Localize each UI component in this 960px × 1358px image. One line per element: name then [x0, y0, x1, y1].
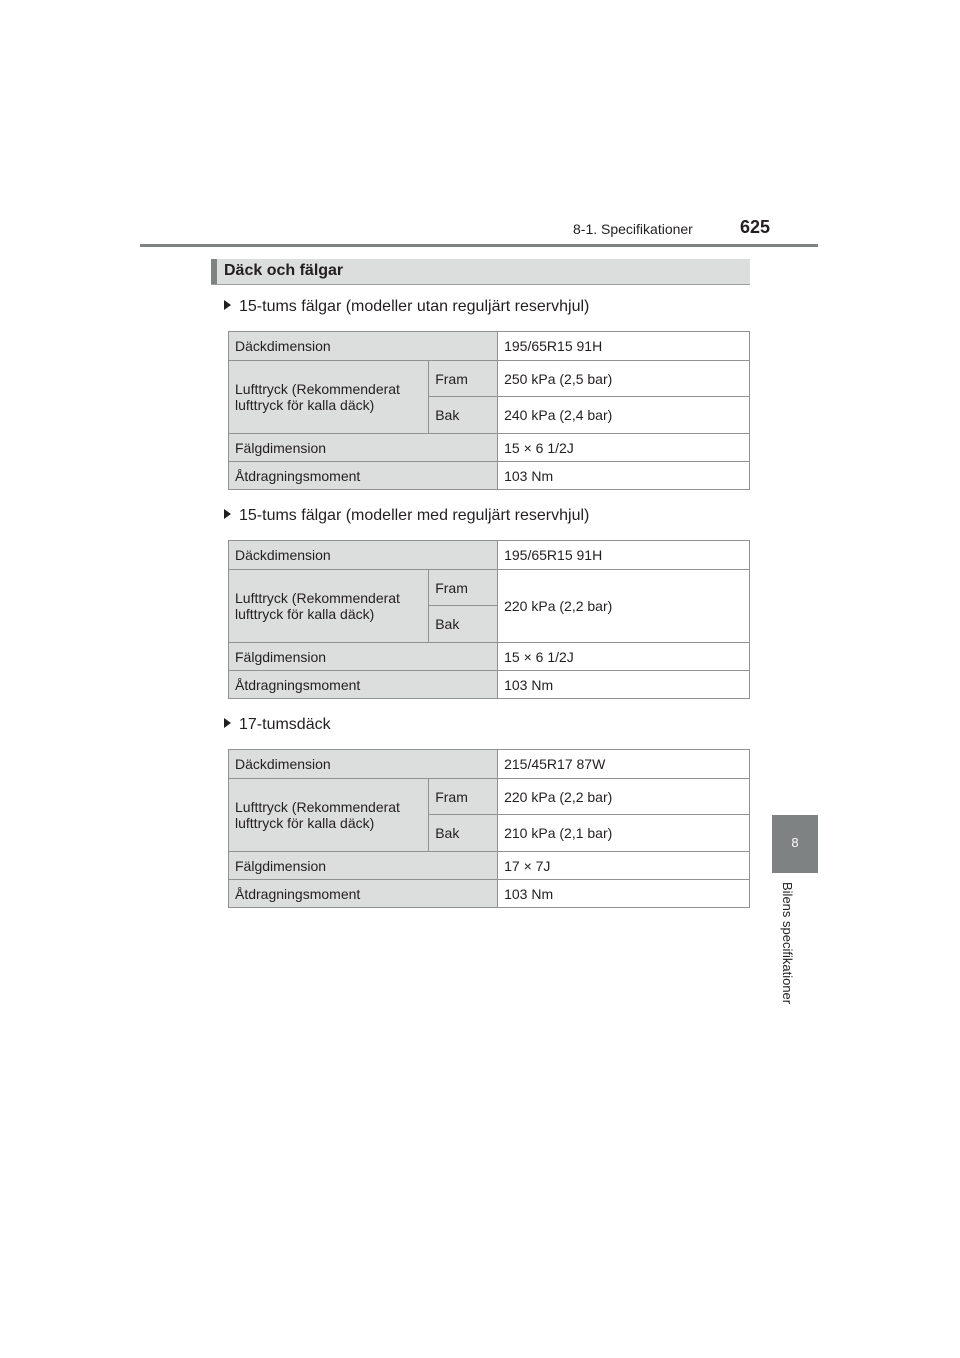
- table-1-heading: [224, 298, 589, 316]
- front-label: Fram: [429, 361, 498, 397]
- pressure-label: Lufttryck (Rekommenderat lufttryck för kalla däck): [229, 570, 429, 643]
- spec-table-2: [228, 540, 750, 699]
- table-row: [229, 643, 750, 671]
- combined-pressure-value: 220 kPa (2,2 bar): [498, 570, 750, 643]
- wheel-size-value: 15 × 6 1/2J: [498, 643, 750, 671]
- tire-size-value: 195/65R15 91H: [498, 541, 750, 570]
- table-row: [229, 332, 750, 361]
- table-row: [229, 541, 750, 570]
- torque-value: 103 Nm: [498, 671, 750, 699]
- table-row: [229, 880, 750, 908]
- table-row: [229, 570, 750, 606]
- front-label: Fram: [429, 779, 498, 815]
- chapter-label: Bilens specifikationer: [780, 882, 795, 1005]
- section-title: Däck och fälgar: [224, 262, 344, 279]
- torque-label: Åtdragningsmoment: [229, 671, 498, 699]
- tire-size-label: Däckdimension: [229, 332, 498, 361]
- tire-size-label: Däckdimension: [229, 541, 498, 570]
- table-1-heading-text: 15-tums fälgar (modeller utan reguljärt reservhjul): [239, 298, 590, 315]
- tire-size-value: 195/65R15 91H: [498, 332, 750, 361]
- table-row: [229, 852, 750, 880]
- tire-size-value: 215/45R17 87W: [498, 750, 750, 779]
- wheel-size-label: Fälgdimension: [229, 643, 498, 671]
- section-header: 8-1. Specifikationer: [573, 221, 693, 237]
- rear-label: Bak: [429, 397, 498, 434]
- table-row: [229, 671, 750, 699]
- torque-label: Åtdragningsmoment: [229, 880, 498, 908]
- chapter-tab: [772, 815, 818, 873]
- table-3-heading: [224, 716, 331, 734]
- rear-label: Bak: [429, 815, 498, 852]
- table-2-heading-text: 15-tums fälgar (modeller med reguljärt reservhjul): [239, 507, 590, 524]
- page-number: 625: [740, 217, 771, 237]
- wheel-size-value: 15 × 6 1/2J: [498, 434, 750, 462]
- triangle-bullet-icon: [224, 718, 231, 728]
- table-3-heading-text: 17-tumsdäck: [239, 716, 331, 733]
- spec-table-3: [228, 749, 750, 908]
- front-label: Fram: [429, 570, 498, 606]
- table-row: [229, 434, 750, 462]
- torque-value: 103 Nm: [498, 462, 750, 490]
- wheel-size-label: Fälgdimension: [229, 434, 498, 462]
- table-row: [229, 361, 750, 397]
- section-title-bar: [211, 259, 750, 285]
- front-pressure-value: 250 kPa (2,5 bar): [498, 361, 750, 397]
- table-row: [229, 779, 750, 815]
- torque-label: Åtdragningsmoment: [229, 462, 498, 490]
- rear-label: Bak: [429, 606, 498, 643]
- wheel-size-label: Fälgdimension: [229, 852, 498, 880]
- chapter-number: 8: [791, 835, 799, 850]
- header-rule: [140, 244, 818, 247]
- triangle-bullet-icon: [224, 300, 231, 310]
- torque-value: 103 Nm: [498, 880, 750, 908]
- spec-table-1: [228, 331, 750, 490]
- pressure-label: Lufttryck (Rekommenderat lufttryck för kalla däck): [229, 779, 429, 852]
- triangle-bullet-icon: [224, 509, 231, 519]
- rear-pressure-value: 240 kPa (2,4 bar): [498, 397, 750, 434]
- table-2-heading: [224, 507, 589, 525]
- wheel-size-value: 17 × 7J: [498, 852, 750, 880]
- rear-pressure-value: 210 kPa (2,1 bar): [498, 815, 750, 852]
- pressure-label: Lufttryck (Rekommenderat lufttryck för kalla däck): [229, 361, 429, 434]
- front-pressure-value: 220 kPa (2,2 bar): [498, 779, 750, 815]
- tire-size-label: Däckdimension: [229, 750, 498, 779]
- table-row: [229, 750, 750, 779]
- section-bar-accent: [211, 259, 217, 284]
- table-row: [229, 462, 750, 490]
